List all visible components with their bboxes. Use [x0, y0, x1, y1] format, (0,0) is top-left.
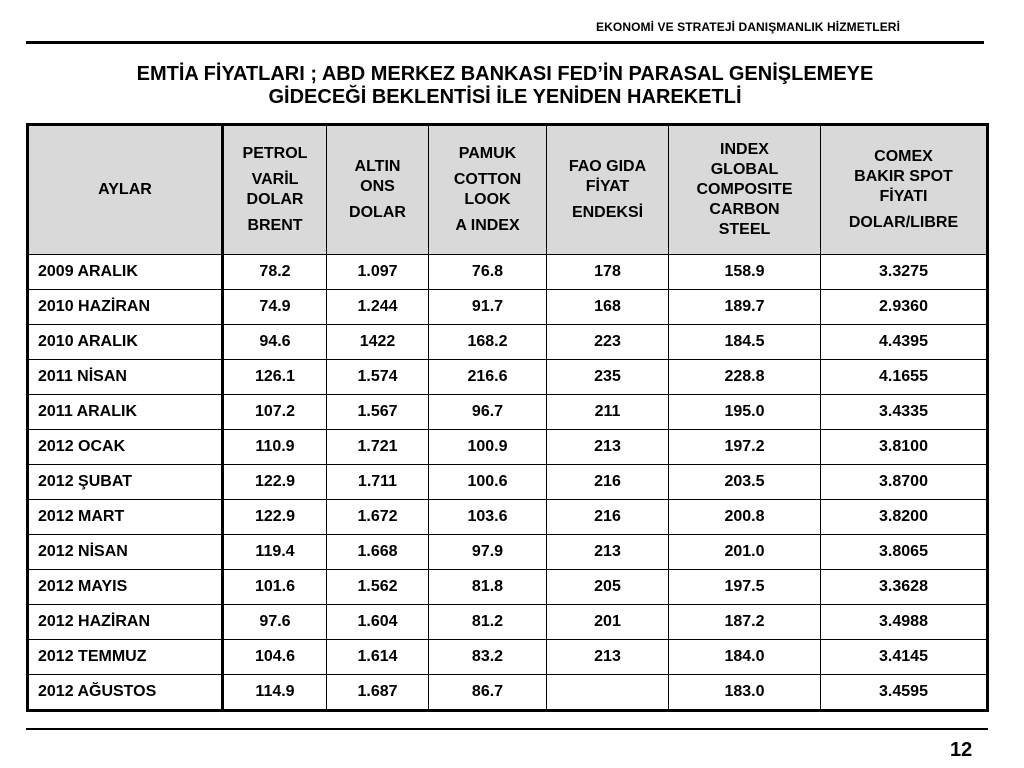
cell-month: 2010 ARALIK	[28, 325, 223, 360]
header-aylar-line: AYLAR	[98, 181, 152, 198]
cell-steel: 197.2	[669, 430, 821, 465]
cell-altin: 1.614	[327, 640, 429, 675]
cell-comex: 3.4595	[821, 675, 988, 711]
cell-petrol: 78.2	[223, 255, 327, 290]
table-row	[28, 430, 988, 465]
cell-comex: 3.4335	[821, 395, 988, 430]
header-altin-line: ONS	[360, 178, 395, 195]
cell-petrol: 101.6	[223, 570, 327, 605]
header-steel-line: INDEX	[720, 141, 769, 158]
cell-pamuk: 168.2	[429, 325, 547, 360]
cell-pamuk: 81.8	[429, 570, 547, 605]
table-body	[28, 255, 988, 711]
cell-month: 2012 HAZİRAN	[28, 605, 223, 640]
cell-comex: 3.3628	[821, 570, 988, 605]
cell-steel: 195.0	[669, 395, 821, 430]
header-altin-line: DOLAR	[349, 204, 406, 221]
header-pamuk	[429, 125, 547, 255]
cell-fao: 213	[547, 640, 669, 675]
cell-fao: 235	[547, 360, 669, 395]
table-row	[28, 325, 988, 360]
table-row	[28, 535, 988, 570]
header-pamuk-line: A INDEX	[455, 217, 520, 234]
cell-month: 2012 AĞUSTOS	[28, 675, 223, 711]
cell-altin: 1.567	[327, 395, 429, 430]
cell-pamuk: 76.8	[429, 255, 547, 290]
cell-pamuk: 91.7	[429, 290, 547, 325]
header-petrol-line: DOLAR	[246, 191, 304, 208]
slide-title	[0, 63, 1010, 109]
cell-altin: 1.604	[327, 605, 429, 640]
cell-steel: 201.0	[669, 535, 821, 570]
cell-petrol: 107.2	[223, 395, 327, 430]
cell-comex: 3.8700	[821, 465, 988, 500]
header-steel-line: CARBON	[709, 201, 780, 218]
cell-month: 2012 MAYIS	[28, 570, 223, 605]
cell-pamuk: 103.6	[429, 500, 547, 535]
cell-steel: 203.5	[669, 465, 821, 500]
cell-altin: 1.687	[327, 675, 429, 711]
cell-fao: 223	[547, 325, 669, 360]
cell-petrol: 126.1	[223, 360, 327, 395]
header-altin	[327, 125, 429, 255]
header-comex-line: BAKIR SPOT	[854, 168, 953, 185]
bottom-divider	[26, 728, 988, 730]
cell-pamuk: 97.9	[429, 535, 547, 570]
header-petrol	[223, 125, 327, 255]
cell-pamuk: 216.6	[429, 360, 547, 395]
cell-fao: 216	[547, 500, 669, 535]
table-row	[28, 640, 988, 675]
cell-comex: 3.3275	[821, 255, 988, 290]
table-row	[28, 570, 988, 605]
header-comex	[821, 125, 988, 255]
cell-fao: 211	[547, 395, 669, 430]
cell-comex: 3.8200	[821, 500, 988, 535]
cell-petrol: 104.6	[223, 640, 327, 675]
cell-steel: 197.5	[669, 570, 821, 605]
cell-altin: 1.672	[327, 500, 429, 535]
title-line-2: GİDECEĞİ BEKLENTİSİ İLE YENİDEN HAREKETLİ	[268, 86, 742, 108]
page-number: 12	[950, 739, 973, 761]
cell-fao: 201	[547, 605, 669, 640]
header-comex-line: DOLAR/LIBRE	[848, 214, 959, 231]
top-divider	[26, 41, 984, 44]
cell-month: 2012 OCAK	[28, 430, 223, 465]
header-steel-line: GLOBAL	[710, 161, 779, 178]
organization-header: EKONOMİ VE STRATEJİ DANIŞMANLIK HİZMETLERİ	[596, 20, 900, 34]
header-altin-line: ALTIN	[354, 158, 401, 175]
cell-fao: 168	[547, 290, 669, 325]
header-steel-line: COMPOSITE	[696, 181, 793, 198]
cell-steel: 200.8	[669, 500, 821, 535]
cell-pamuk: 86.7	[429, 675, 547, 711]
header-fao-line: FİYAT	[585, 178, 630, 195]
cell-steel: 183.0	[669, 675, 821, 711]
cell-steel: 158.9	[669, 255, 821, 290]
table-row	[28, 500, 988, 535]
cell-petrol: 122.9	[223, 465, 327, 500]
cell-petrol: 119.4	[223, 535, 327, 570]
table-row	[28, 605, 988, 640]
cell-altin: 1.668	[327, 535, 429, 570]
cell-comex: 4.1655	[821, 360, 988, 395]
cell-comex: 3.8100	[821, 430, 988, 465]
cell-month: 2012 NİSAN	[28, 535, 223, 570]
header-pamuk-line: LOOK	[464, 191, 511, 208]
cell-fao: 205	[547, 570, 669, 605]
cell-petrol: 94.6	[223, 325, 327, 360]
cell-altin: 1.097	[327, 255, 429, 290]
cell-altin: 1.711	[327, 465, 429, 500]
cell-fao: 213	[547, 535, 669, 570]
cell-comex: 4.4395	[821, 325, 988, 360]
table-row	[28, 255, 988, 290]
cell-comex: 3.4145	[821, 640, 988, 675]
header-fao-line: FAO GIDA	[568, 158, 647, 175]
cell-pamuk: 100.6	[429, 465, 547, 500]
cell-month: 2010 HAZİRAN	[28, 290, 223, 325]
header-comex-line: COMEX	[874, 148, 933, 165]
cell-petrol: 74.9	[223, 290, 327, 325]
cell-petrol: 97.6	[223, 605, 327, 640]
table-row	[28, 395, 988, 430]
header-petrol-line: PETROL	[242, 145, 308, 162]
header-petrol-line: BRENT	[247, 217, 303, 234]
cell-month: 2012 ŞUBAT	[28, 465, 223, 500]
header-aylar	[28, 125, 223, 255]
cell-petrol: 122.9	[223, 500, 327, 535]
cell-fao: 216	[547, 465, 669, 500]
header-petrol-line: VARİL	[251, 171, 299, 188]
header-steel	[669, 125, 821, 255]
header-pamuk-line: PAMUK	[458, 145, 517, 162]
table-row	[28, 675, 988, 711]
cell-altin: 1.574	[327, 360, 429, 395]
table-row	[28, 360, 988, 395]
cell-pamuk: 81.2	[429, 605, 547, 640]
cell-altin: 1.562	[327, 570, 429, 605]
cell-petrol: 110.9	[223, 430, 327, 465]
cell-petrol: 114.9	[223, 675, 327, 711]
cell-altin: 1.244	[327, 290, 429, 325]
cell-steel: 184.5	[669, 325, 821, 360]
commodity-price-table	[26, 123, 989, 712]
cell-steel: 189.7	[669, 290, 821, 325]
cell-comex: 3.4988	[821, 605, 988, 640]
cell-comex: 3.8065	[821, 535, 988, 570]
cell-month: 2009 ARALIK	[28, 255, 223, 290]
table-row	[28, 465, 988, 500]
title-line-1: EMTİA FİYATLARI ; ABD MERKEZ BANKASI FED’İN PARASAL GENİŞLEMEYE	[136, 63, 874, 85]
header-fao-line: ENDEKSİ	[571, 204, 644, 221]
cell-steel: 228.8	[669, 360, 821, 395]
cell-steel: 184.0	[669, 640, 821, 675]
cell-pamuk: 96.7	[429, 395, 547, 430]
cell-fao: 178	[547, 255, 669, 290]
cell-steel: 187.2	[669, 605, 821, 640]
cell-month: 2011 NİSAN	[28, 360, 223, 395]
cell-fao	[547, 675, 669, 711]
header-fao	[547, 125, 669, 255]
header-pamuk-line: COTTON	[453, 171, 522, 188]
cell-fao: 213	[547, 430, 669, 465]
cell-pamuk: 83.2	[429, 640, 547, 675]
cell-pamuk: 100.9	[429, 430, 547, 465]
cell-altin: 1422	[327, 325, 429, 360]
header-steel-line: STEEL	[718, 221, 771, 238]
header-row	[28, 125, 988, 255]
table-row	[28, 290, 988, 325]
cell-month: 2011 ARALIK	[28, 395, 223, 430]
cell-comex: 2.9360	[821, 290, 988, 325]
header-comex-line: FİYATI	[879, 188, 928, 205]
cell-month: 2012 TEMMUZ	[28, 640, 223, 675]
cell-altin: 1.721	[327, 430, 429, 465]
cell-month: 2012 MART	[28, 500, 223, 535]
